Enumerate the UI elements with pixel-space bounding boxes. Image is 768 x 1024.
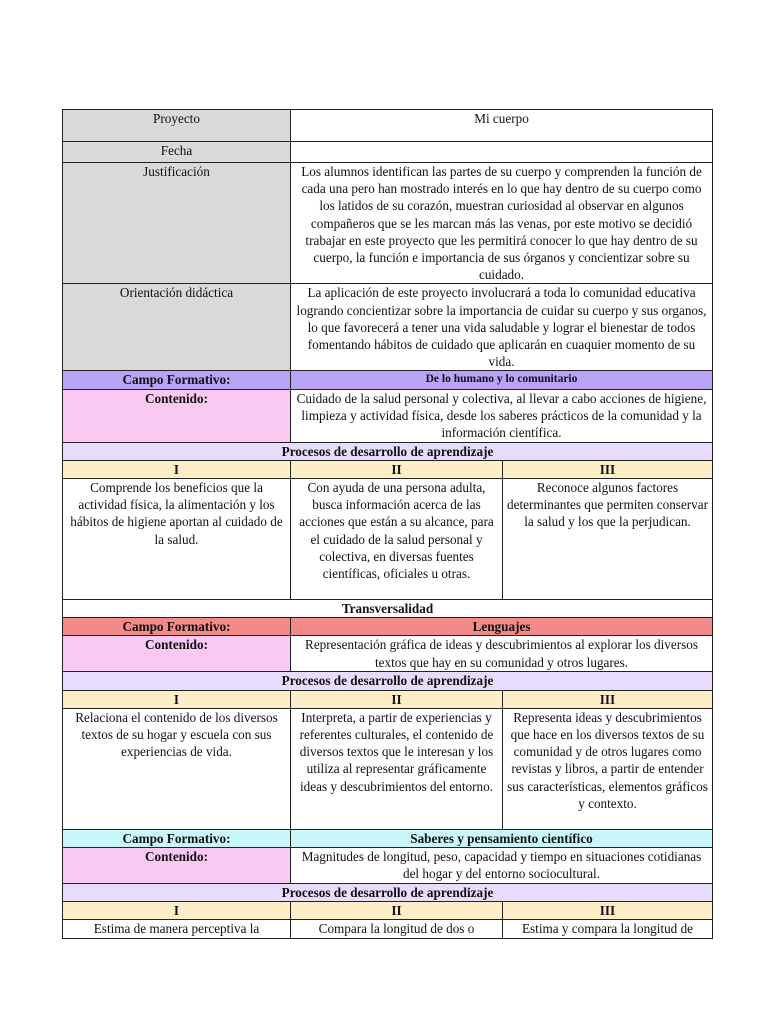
campo-formativo-value: Lenguajes bbox=[291, 618, 713, 636]
campo-formativo-label: Campo Formativo: bbox=[63, 371, 291, 389]
transversalidad-header: Transversalidad bbox=[63, 600, 713, 618]
process-ii: Compara la longitud de dos o bbox=[291, 920, 503, 938]
column-header-iii: III bbox=[503, 690, 713, 708]
process-i: Comprende los beneficios que la actividad física, la alimentación y los hábitos de higiene aportan al cuidado de la salud. bbox=[63, 479, 291, 600]
contenido-label: Contenido: bbox=[63, 636, 291, 672]
date-label: Fecha bbox=[63, 142, 291, 163]
column-header-i: I bbox=[63, 460, 291, 478]
campo-formativo-value: Saberes y pensamiento científico bbox=[291, 829, 713, 847]
procesos-header: Procesos de desarrollo de aprendizaje bbox=[63, 884, 713, 902]
process-ii: Interpreta, a partir de experiencias y referentes culturales, el contenido de diversos textos que le interesan y los utiliza al representar gráficamente ideas y descubrimientos del entorno. bbox=[291, 708, 503, 829]
process-iii: Reconoce algunos factores determinantes que permiten conservar la salud y los que la perjudican. bbox=[503, 479, 713, 600]
contenido-text: Representación gráfica de ideas y descubrimientos al explorar los diversos textos que hay en su comunidad y otros lugares. bbox=[291, 636, 713, 672]
column-header-i: I bbox=[63, 690, 291, 708]
contenido-text: Magnitudes de longitud, peso, capacidad y tiempo en situaciones cotidianas del hogar y del entorno sociocultural. bbox=[291, 848, 713, 884]
column-header-ii: II bbox=[291, 902, 503, 920]
process-i: Relaciona el contenido de los diversos textos de su hogar y escuela con sus experiencias de vida. bbox=[63, 708, 291, 829]
contenido-text: Cuidado de la salud personal y colectiva, al llevar a cabo acciones de higiene, limpieza y actividad física, desde los saberes prácticos de la comunidad y la información científica. bbox=[291, 389, 713, 442]
process-i: Estima de manera perceptiva la bbox=[63, 920, 291, 938]
column-header-iii: III bbox=[503, 460, 713, 478]
contenido-label: Contenido: bbox=[63, 848, 291, 884]
process-iii: Representa ideas y descubrimientos que hace en los diversos textos de su comunidad y de otros lugares como revistas y libros, a partir de entender sus características, elementos gráficos y contexto. bbox=[503, 708, 713, 829]
process-iii: Estima y compara la longitud de bbox=[503, 920, 713, 938]
column-header-ii: II bbox=[291, 690, 503, 708]
campo-formativo-value: De lo humano y lo comunitario bbox=[291, 371, 713, 389]
campo-formativo-label: Campo Formativo: bbox=[63, 829, 291, 847]
contenido-label: Contenido: bbox=[63, 389, 291, 442]
project-title: Mi cuerpo bbox=[291, 110, 713, 142]
procesos-header: Procesos de desarrollo de aprendizaje bbox=[63, 442, 713, 460]
campo-formativo-label: Campo Formativo: bbox=[63, 618, 291, 636]
project-label: Proyecto bbox=[63, 110, 291, 142]
procesos-header: Procesos de desarrollo de aprendizaje bbox=[63, 672, 713, 690]
column-header-ii: II bbox=[291, 460, 503, 478]
orientation-text: La aplicación de este proyecto involucrará a toda lo comunidad educativa logrando concientizar sobre la importancia de cuidar su cuerpo y sus organos, lo que favorecerá a tener una vida saludable y lograr el bienestar de todos fomentando hábitos de cuidado que aplicarán en cuaquier momento de su vida. bbox=[291, 284, 713, 371]
column-header-iii: III bbox=[503, 902, 713, 920]
orientation-label: Orientación didáctica bbox=[63, 284, 291, 371]
process-ii: Con ayuda de una persona adulta, busca información acerca de las acciones que están a su alcance, para el cuidado de la salud personal y colectiva, en diversas fuentes científicas, oficiales u otras. bbox=[291, 479, 503, 600]
date-value bbox=[291, 142, 713, 163]
column-header-i: I bbox=[63, 902, 291, 920]
justification-text: Los alumnos identifican las partes de su cuerpo y comprenden la función de cada una pero han mostrado interés en lo que hay dentro de su cuerpo como los latidos de su corazón, muestran curiosidad al observar en algunos compañeros que se les marcan más las venas, por este motivo se decidió trabajar en este proyecto que les permitirá conocer lo que hay dentro de su cuerpo, la función e importancia de sus órganos y concientizar sobre su cuidado. bbox=[291, 163, 713, 284]
project-planning-table bbox=[62, 109, 713, 939]
justification-label: Justificación bbox=[63, 163, 291, 284]
